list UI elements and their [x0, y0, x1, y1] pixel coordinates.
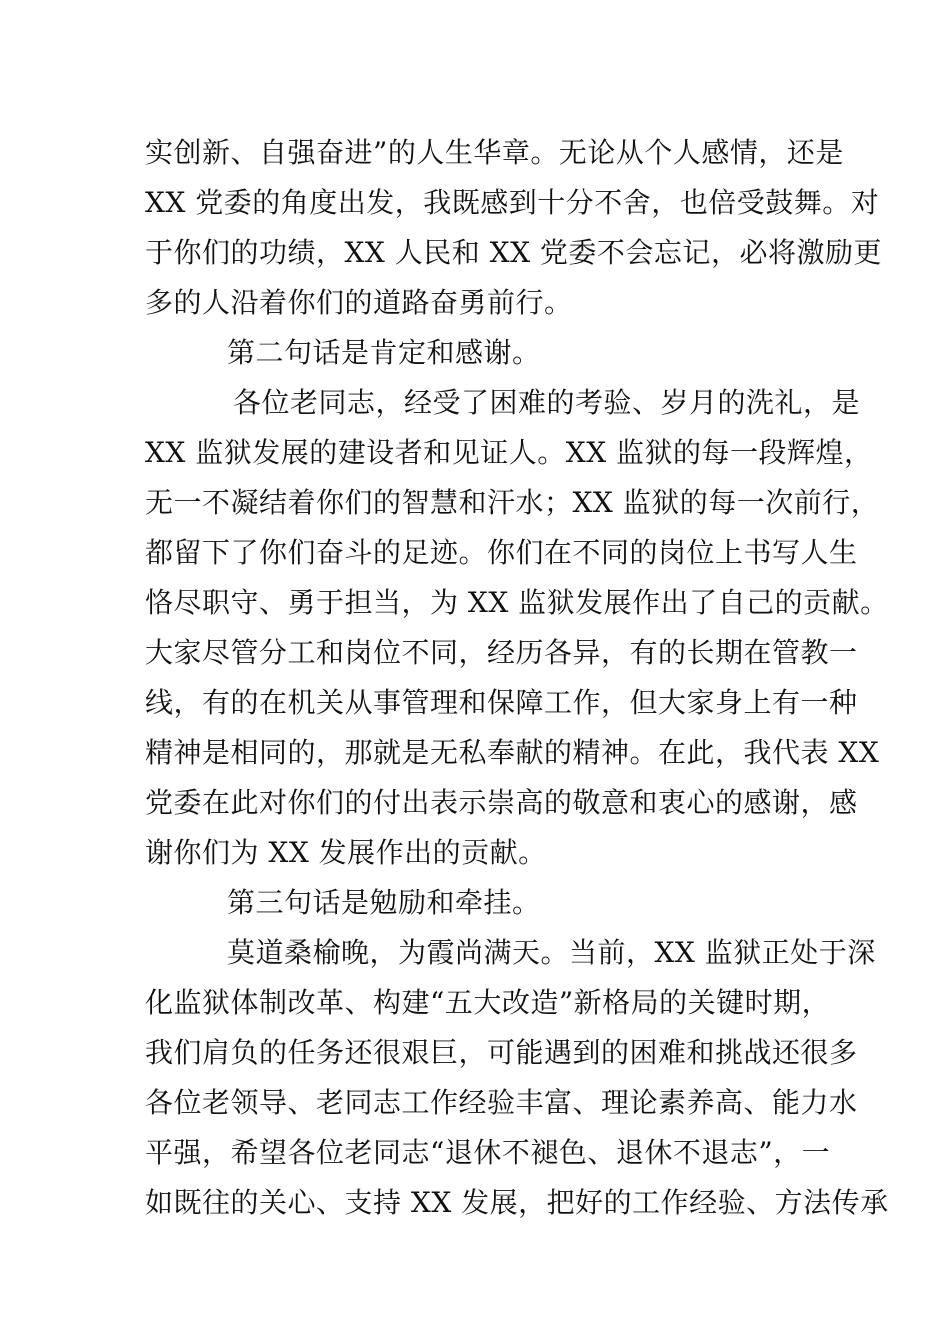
section-heading: 第二句话是肯定和感谢。: [227, 336, 541, 369]
text-line: 恪尽职守、勇于担当，为 XX 监狱发展作出了自己的贡献。: [145, 586, 889, 619]
text-line: 大家尽管分工和岗位不同，经历各异，有的长期在管教一: [145, 636, 858, 669]
text-line: 实创新、自强奋进”的人生华章。无论从个人感情，还是: [145, 136, 844, 169]
text-line: 都留下了你们奋斗的足迹。你们在不同的岗位上书写人生: [145, 536, 858, 569]
text-line: 党委在此对你们的付出表示崇高的敬意和衷心的感谢，感: [145, 786, 858, 819]
document-body: [145, 128, 889, 1228]
text-line: XX 党委的角度出发，我既感到十分不舍，也倍受鼓舞。对: [145, 186, 880, 219]
text-line: 谢你们为 XX 发展作出的贡献。: [145, 836, 547, 869]
text-line: 各位老同志，经受了困难的考验、岁月的洗礼，是: [233, 386, 861, 419]
text-line: 多的人沿着你们的道路奋勇前行。: [145, 286, 573, 319]
text-line: 精神是相同的，那就是无私奉献的精神。在此，我代表 XX: [145, 736, 880, 769]
text-line: 我们肩负的任务还很艰巨，可能遇到的困难和挑战还很多: [145, 1036, 858, 1069]
text-line: 化监狱体制改革、构建“五大改造”新格局的关键时期，: [145, 986, 831, 1019]
text-line: 各位老领导、老同志工作经验丰富、理论素养高、能力水: [145, 1086, 858, 1119]
text-line: XX 监狱发展的建设者和见证人。XX 监狱的每一段辉煌，: [145, 436, 873, 469]
section-heading: 第三句话是勉励和牵挂。: [227, 886, 541, 919]
text-line: 如既往的关心、支持 XX 发展，把好的工作经验、方法传承: [145, 1186, 889, 1219]
text-line: 于你们的功绩，XX 人民和 XX 党委不会忘记，必将激励更: [145, 236, 882, 269]
text-line: 莫道桑榆晚，为霞尚满天。当前，XX 监狱正处于深: [227, 936, 876, 969]
text-line: 线，有的在机关从事管理和保障工作，但大家身上有一种: [145, 686, 858, 719]
text-line: 无一不凝结着你们的智慧和汗水；XX 监狱的每一次前行，: [145, 486, 880, 519]
text-line: 平强，希望各位老同志“退休不褪色、退休不退志”，一: [145, 1136, 831, 1169]
